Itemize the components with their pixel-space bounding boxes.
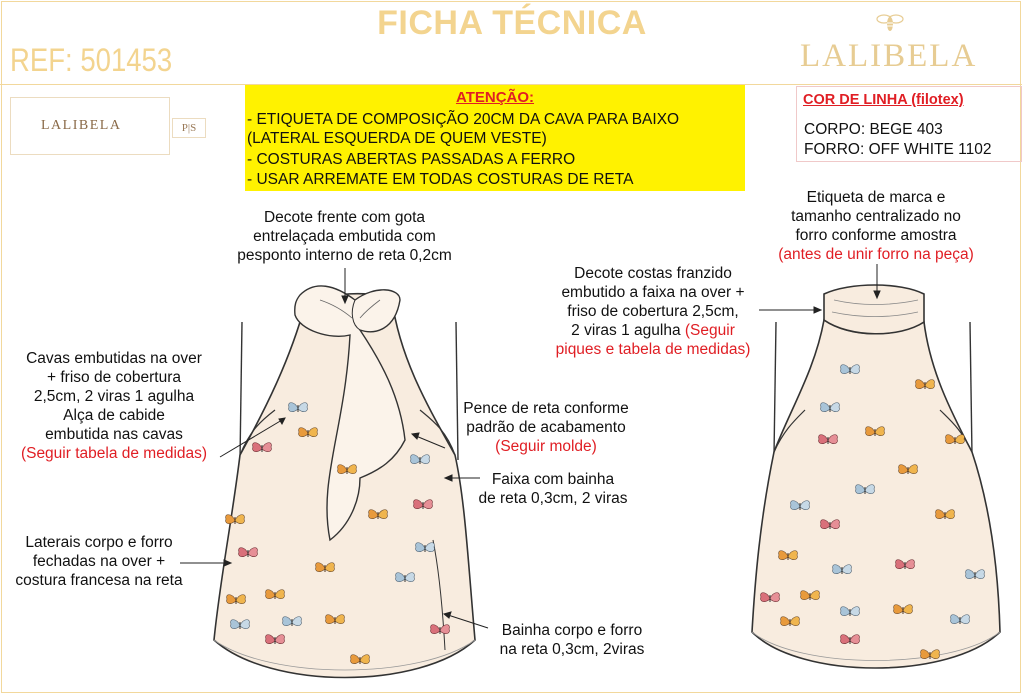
note-line: Faixa com bainha <box>491 471 615 488</box>
note-back-label <box>760 188 992 264</box>
page-title: FICHA TÉCNICA <box>377 4 647 42</box>
note-line: Pence de reta conforme <box>463 400 629 417</box>
front-view <box>214 286 475 678</box>
note-line: embutida nas cavas <box>45 426 183 443</box>
back-body <box>752 320 1000 668</box>
note-line: Alça de cabide <box>63 407 165 424</box>
note-line: entrelaçada embutida com <box>253 228 436 245</box>
note-line: embutido a faixa na over + <box>561 284 745 301</box>
note-armholes <box>0 349 228 463</box>
size-tag: P|S <box>172 118 206 138</box>
note-line-part: 2 viras 1 agulha <box>571 322 685 339</box>
note-line: fechadas na over + <box>32 553 166 570</box>
note-line: tamanho centralizado no <box>791 208 961 225</box>
note-line: friso de cobertura 2,5cm, <box>567 303 739 320</box>
note-line: pesponto interno de reta 0,2cm <box>237 247 452 264</box>
thread-lining-color: FORRO: OFF WHITE 1102 <box>804 141 992 158</box>
note-line: na reta 0,3cm, 2viras <box>499 641 645 658</box>
back-view <box>752 285 1000 668</box>
note-line: padrão de acabamento <box>466 419 626 436</box>
note-line: costura francesa na reta <box>15 572 183 589</box>
note-line: Etiqueta de marca e <box>806 189 946 206</box>
note-line: Laterais corpo e forro <box>25 534 173 551</box>
attention-line: - COSTURAS ABERTAS PASSADAS A FERRO <box>247 151 576 168</box>
note-line: Cavas embutidas na over <box>26 350 202 367</box>
reference-code: REF: 501453 <box>10 42 173 78</box>
back-left-strap <box>774 322 776 455</box>
note-line: Decote costas franzido <box>574 265 732 282</box>
note-line: + friso de cobertura <box>47 369 181 386</box>
note-line: 2,5cm, 2 viras 1 agulha <box>33 388 195 405</box>
label-logo-text: LALIBELA <box>41 118 122 133</box>
note-sash <box>462 470 644 508</box>
note-line <box>540 321 766 340</box>
thread-color-title: COR DE LINHA (filotex) <box>803 92 964 108</box>
note-line: de reta 0,3cm, 2 viras <box>478 490 628 507</box>
brand-logo: LALIBELA <box>800 38 978 74</box>
front-left-strap <box>240 322 242 460</box>
note-line-red: piques e tabela de medidas) <box>555 341 751 358</box>
note-dart <box>446 399 646 456</box>
note-hem <box>484 621 660 659</box>
note-front-neckline <box>222 208 467 265</box>
thread-body-color: CORPO: BEGE 403 <box>804 121 943 138</box>
attention-line: - ETIQUETA DE COMPOSIÇÃO 20CM DA CAVA PARA BAIXO <box>247 111 680 128</box>
note-line-red: (Seguir molde) <box>495 438 597 455</box>
note-line-red: (Seguir tabela de medidas) <box>20 445 208 462</box>
note-sides <box>0 533 198 590</box>
note-line: Decote frente com gota <box>263 209 426 226</box>
back-right-strap <box>970 322 972 455</box>
note-line: Bainha corpo e forro <box>501 622 643 639</box>
back-neck-band <box>824 285 924 334</box>
note-line-red: (Seguir <box>684 322 735 339</box>
attention-title: ATENÇÃO: <box>455 89 535 106</box>
note-line: forro conforme amostra <box>795 227 957 244</box>
note-back-neckline <box>540 264 766 359</box>
note-line-red: (antes de unir forro na peça) <box>778 246 974 263</box>
attention-line: - USAR ARREMATE EM TODAS COSTURAS DE RETA <box>247 171 634 188</box>
attention-line: (LATERAL ESQUERDA DE QUEM VESTE) <box>247 130 547 147</box>
